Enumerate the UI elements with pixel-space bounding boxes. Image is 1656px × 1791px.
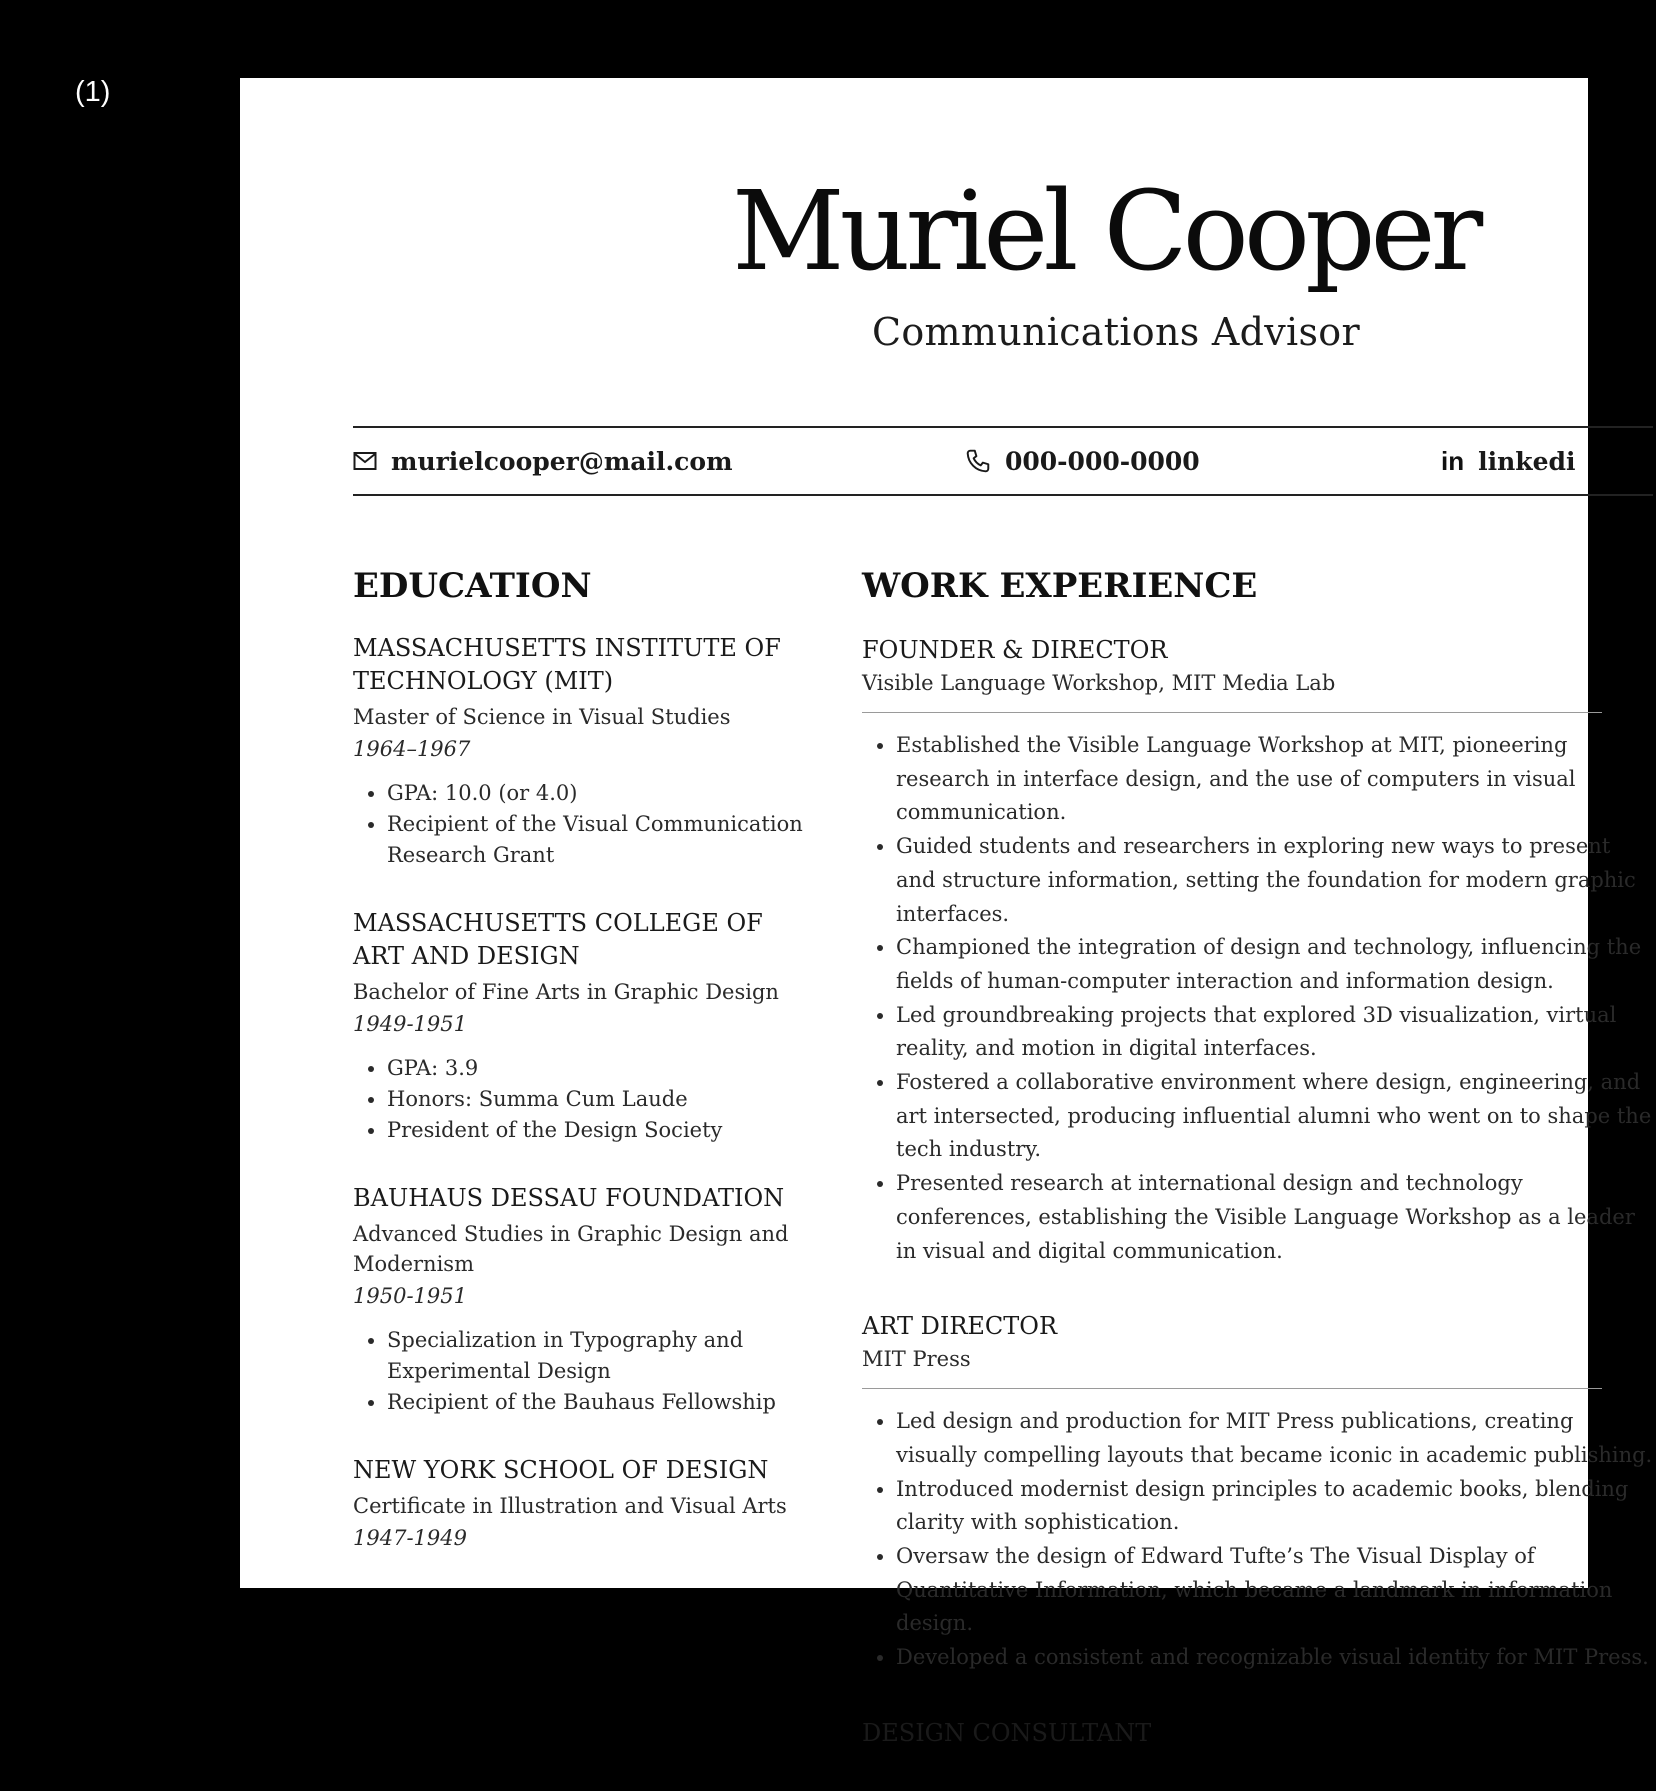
divider — [862, 712, 1602, 713]
linkedin-icon: in — [1441, 445, 1465, 476]
work-column — [862, 562, 1653, 1791]
bullet-item: • President of the Design Society — [387, 1115, 813, 1146]
bullet-list — [353, 1325, 813, 1418]
bullet-list — [353, 1053, 813, 1146]
bullet-item: • Developed a consistent and recognizable visual identity for MIT Press. — [896, 1641, 1656, 1675]
contact-bar — [353, 426, 1653, 496]
mail-icon — [353, 451, 377, 471]
job-organization: Visible Language Workshop, MIT Media Lab — [862, 671, 1336, 695]
bullet-item: • Oversaw the design of Edward Tufte’s The Visual Display of Quantitative Information, which became a landmark in information design. — [896, 1540, 1656, 1641]
school-name: MASSACHUSETTS INSTITUTE OF TECHNOLOGY (MIT) — [353, 634, 781, 695]
contact-linkedin[interactable] — [1441, 444, 1576, 478]
bullet-item: • Guided students and researchers in exploring new ways to present and structure information, setting the foundation for modern graphic interfaces. — [896, 830, 1656, 931]
job-entry — [862, 1715, 1622, 1751]
bullet-item: • Recipient of the Visual Communication Research Grant — [387, 809, 813, 871]
job-entry — [862, 1308, 1653, 1675]
bullet-item: • Recipient of the Bauhaus Fellowship — [387, 1387, 813, 1418]
bullet-item: • Championed the integration of design and technology, influencing the fields of human-computer interaction and information design. — [896, 931, 1656, 998]
resume-name: Muriel Cooper — [732, 167, 1479, 295]
dates: 1949-1951 — [353, 1012, 467, 1036]
bullet-item: • Established the Visible Language Workshop at MIT, pioneering research in interface design, and the use of computers in visual communication. — [896, 729, 1656, 830]
education-column — [353, 562, 813, 1591]
education-entry — [353, 907, 813, 1146]
work-heading: WORK EXPERIENCE — [862, 566, 1258, 606]
bullet-item: • Specialization in Typography and Experimental Design — [387, 1325, 813, 1387]
frame-label: (1) — [75, 76, 111, 108]
bullet-item: • GPA: 10.0 (or 4.0) — [387, 778, 813, 809]
bullet-item: • Presented research at international design and technology conferences, establishing the Visible Language Workshop as a leader in visual and digital communication. — [896, 1167, 1656, 1268]
dates: 1964–1967 — [353, 737, 471, 761]
email-text: murielcooper@mail.com — [391, 446, 733, 476]
bullet-item: • GPA: 3.9 — [387, 1053, 813, 1084]
phone-text: 000-000-0000 — [1005, 446, 1200, 476]
education-entry — [353, 1182, 813, 1418]
degree: Bachelor of Fine Arts in Graphic Design — [353, 980, 779, 1004]
degree: Certificate in Illustration and Visual Arts — [353, 1494, 787, 1518]
phone-icon — [965, 448, 991, 474]
bullet-list — [862, 1405, 1656, 1675]
dates: 1950-1951 — [353, 1284, 467, 1308]
linkedin-text: linkedi — [1478, 446, 1576, 476]
education-heading: EDUCATION — [353, 566, 592, 606]
bullet-item: • Honors: Summa Cum Laude — [387, 1084, 813, 1115]
school-name: BAUHAUS DESSAU FOUNDATION — [353, 1184, 785, 1212]
education-entry — [353, 1454, 813, 1555]
education-entry — [353, 632, 813, 871]
job-title: DESIGN CONSULTANT — [862, 1718, 1152, 1747]
bullet-list — [353, 778, 813, 871]
bullet-item: • Fostered a collaborative environment where design, engineering, and art intersected, producing influential alumni who went on to shape the tech industry. — [896, 1066, 1656, 1167]
bullet-item: • Introduced modernist design principles to academic books, blending clarity with sophistication. — [896, 1473, 1656, 1540]
job-title: FOUNDER & DIRECTOR — [862, 636, 1168, 664]
school-name: NEW YORK SCHOOL OF DESIGN — [353, 1456, 769, 1484]
job-title: ART DIRECTOR — [862, 1312, 1058, 1341]
job-entry — [862, 632, 1652, 1268]
contact-phone[interactable] — [965, 444, 1200, 478]
bullet-item: • Led groundbreaking projects that explored 3D visualization, virtual reality, and motion in digital interfaces. — [896, 999, 1656, 1066]
bullet-item: • Led design and production for MIT Press publications, creating visually compelling layouts that became iconic in academic publishing. — [896, 1405, 1656, 1472]
resume-title: Communications Advisor — [872, 310, 1360, 354]
contact-email[interactable] — [353, 444, 733, 478]
degree: Master of Science in Visual Studies — [353, 705, 731, 729]
job-organization: MIT Press — [862, 1347, 971, 1372]
dates: 1947-1949 — [353, 1526, 467, 1550]
resume-page — [240, 78, 1653, 1747]
degree: Advanced Studies in Graphic Design and Modernism — [353, 1222, 789, 1276]
divider — [862, 1388, 1602, 1389]
school-name: MASSACHUSETTS COLLEGE OF ART AND DESIGN — [353, 909, 763, 970]
bullet-list — [862, 729, 1656, 1268]
